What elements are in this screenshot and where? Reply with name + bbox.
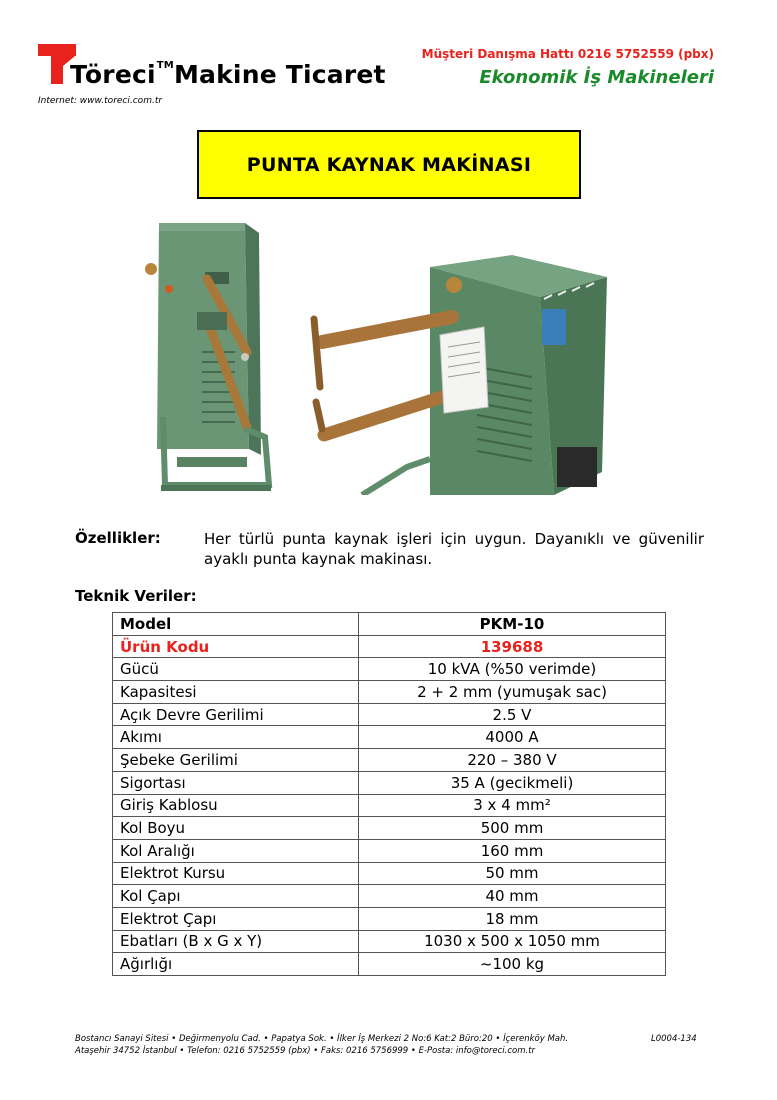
brand-name: [70, 60, 386, 89]
spec-value: 500 mm: [359, 817, 666, 840]
table-row: [113, 794, 666, 817]
spec-key: Model: [113, 613, 359, 636]
spec-key: Kol Çapı: [113, 885, 359, 908]
footer-address-line-2: Ataşehir 34752 İstanbul • Telefon: 0216 5752559 (pbx) • Faks: 0216 5756999 • E-Posta: info@toreci.com.tr: [75, 1046, 536, 1056]
product-photo-side-view: [137, 217, 280, 497]
spec-key: Kol Boyu: [113, 817, 359, 840]
spec-value: 40 mm: [359, 885, 666, 908]
features-description: Her türlü punta kaynak işleri için uygun. Dayanıklı ve güvenilir ayaklı punta kaynak makinası.: [204, 530, 704, 568]
footer-address-line-1: Bostancı Sanayi Sitesi • Değirmenyolu Cad. • Papatya Sok. • İlker İş Merkezi 2 No:6 Kat:2 Büro:20 • İçerenköy Mah.: [75, 1034, 569, 1044]
table-row: [113, 726, 666, 749]
table-row: [113, 771, 666, 794]
company-slogan: Ekonomik İş Makineleri: [479, 67, 714, 88]
document-code: L0004-134: [651, 1034, 697, 1044]
spec-value: 139688: [359, 635, 666, 658]
tech-specs-label: Teknik Veriler:: [75, 587, 197, 605]
table-row: [113, 681, 666, 704]
spec-key: Akımı: [113, 726, 359, 749]
spec-value: 160 mm: [359, 839, 666, 862]
table-row: [113, 703, 666, 726]
spec-key: Elektrot Kursu: [113, 862, 359, 885]
website-url: Internet: www.toreci.com.tr: [38, 96, 163, 106]
spec-value: ~100 kg: [359, 953, 666, 976]
trademark-mark: TM: [156, 60, 174, 71]
table-row: [113, 862, 666, 885]
tech-specs-table: [112, 612, 666, 976]
spec-key: Giriş Kablosu: [113, 794, 359, 817]
table-row: [113, 749, 666, 772]
product-title: PUNTA KAYNAK MAKİNASI: [246, 153, 532, 176]
customer-hotline: Müşteri Danışma Hattı 0216 5752559 (pbx): [421, 47, 714, 61]
spec-value: 3 x 4 mm²: [359, 794, 666, 817]
table-row: [113, 839, 666, 862]
spec-value: 4000 A: [359, 726, 666, 749]
product-title-box: [197, 130, 581, 199]
spec-key: Açık Devre Gerilimi: [113, 703, 359, 726]
spec-key: Gücü: [113, 658, 359, 681]
spec-key: Şebeke Gerilimi: [113, 749, 359, 772]
features-label: Özellikler:: [75, 529, 161, 547]
brand-name-suffix: Makine Ticaret: [173, 60, 386, 89]
spec-key: Ürün Kodu: [113, 635, 359, 658]
spec-key: Ebatları (B x G x Y): [113, 930, 359, 953]
table-row-model: [113, 613, 666, 636]
logo-t-mark: [38, 44, 76, 56]
spec-key: Kapasitesi: [113, 681, 359, 704]
table-row: [113, 658, 666, 681]
spec-value: 18 mm: [359, 907, 666, 930]
brand-name-main: Töreci: [70, 60, 156, 89]
spec-key: Kol Aralığı: [113, 839, 359, 862]
spec-key: Elektrot Çapı: [113, 907, 359, 930]
table-row: [113, 953, 666, 976]
spec-value: 2.5 V: [359, 703, 666, 726]
product-photo-front-view: [302, 247, 612, 495]
logo-t-stem: [51, 56, 63, 84]
spec-value: 50 mm: [359, 862, 666, 885]
spec-value: 220 – 380 V: [359, 749, 666, 772]
spec-value: 35 A (gecikmeli): [359, 771, 666, 794]
table-row: [113, 885, 666, 908]
table-row: [113, 817, 666, 840]
spec-value: 2 + 2 mm (yumuşak sac): [359, 681, 666, 704]
table-row: [113, 930, 666, 953]
spec-value: PKM-10: [359, 613, 666, 636]
spec-key: Sigortası: [113, 771, 359, 794]
spec-key: Ağırlığı: [113, 953, 359, 976]
spec-value: 1030 x 500 x 1050 mm: [359, 930, 666, 953]
table-row-product-code: [113, 635, 666, 658]
table-row: [113, 907, 666, 930]
spec-value: 10 kVA (%50 verimde): [359, 658, 666, 681]
